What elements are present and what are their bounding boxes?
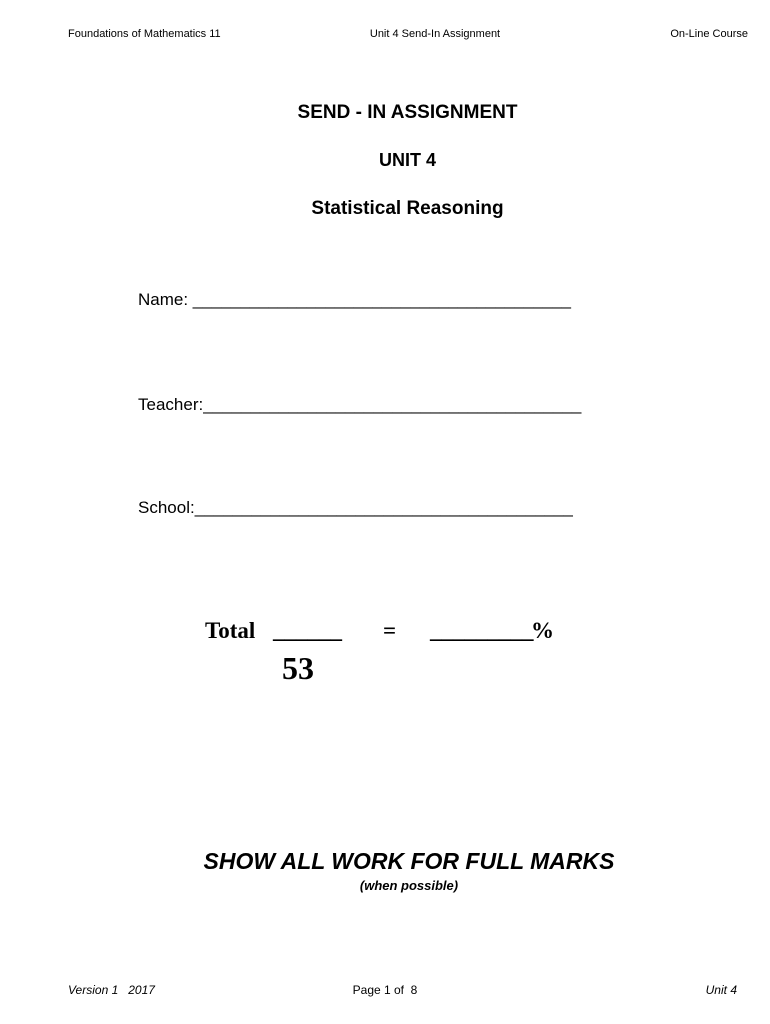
document-title: SEND - IN ASSIGNMENT bbox=[297, 102, 518, 123]
header-course-type: On-Line Course bbox=[670, 28, 748, 40]
percent-sign: % bbox=[531, 618, 554, 643]
header-course-name: Foundations of Mathematics 11 bbox=[68, 28, 221, 40]
footer-version: Version 1 2017 bbox=[68, 983, 155, 997]
header-assignment-title: Unit 4 Send-In Assignment bbox=[369, 28, 501, 40]
total-label: Total bbox=[205, 618, 256, 643]
instruction-heading: SHOW ALL WORK FOR FULL MARKS bbox=[203, 848, 615, 874]
unit-title: UNIT 4 bbox=[378, 150, 436, 170]
max-marks: 53 bbox=[282, 650, 314, 686]
footer-page-number: Page 1 of 8 bbox=[352, 983, 418, 997]
percent-blank[interactable]: _________ bbox=[430, 618, 534, 643]
instruction-note: (when possible) bbox=[359, 878, 459, 893]
name-field[interactable]: Name: ________________________________________ bbox=[138, 290, 571, 309]
equals-sign: = bbox=[383, 618, 397, 643]
footer-unit: Unit 4 bbox=[705, 983, 737, 997]
unit-subtitle: Statistical Reasoning bbox=[311, 198, 504, 219]
total-score-blank[interactable]: ______ bbox=[273, 618, 342, 643]
teacher-field[interactable]: Teacher:________________________________________ bbox=[138, 395, 582, 414]
school-field[interactable]: School:________________________________________ bbox=[138, 498, 573, 517]
